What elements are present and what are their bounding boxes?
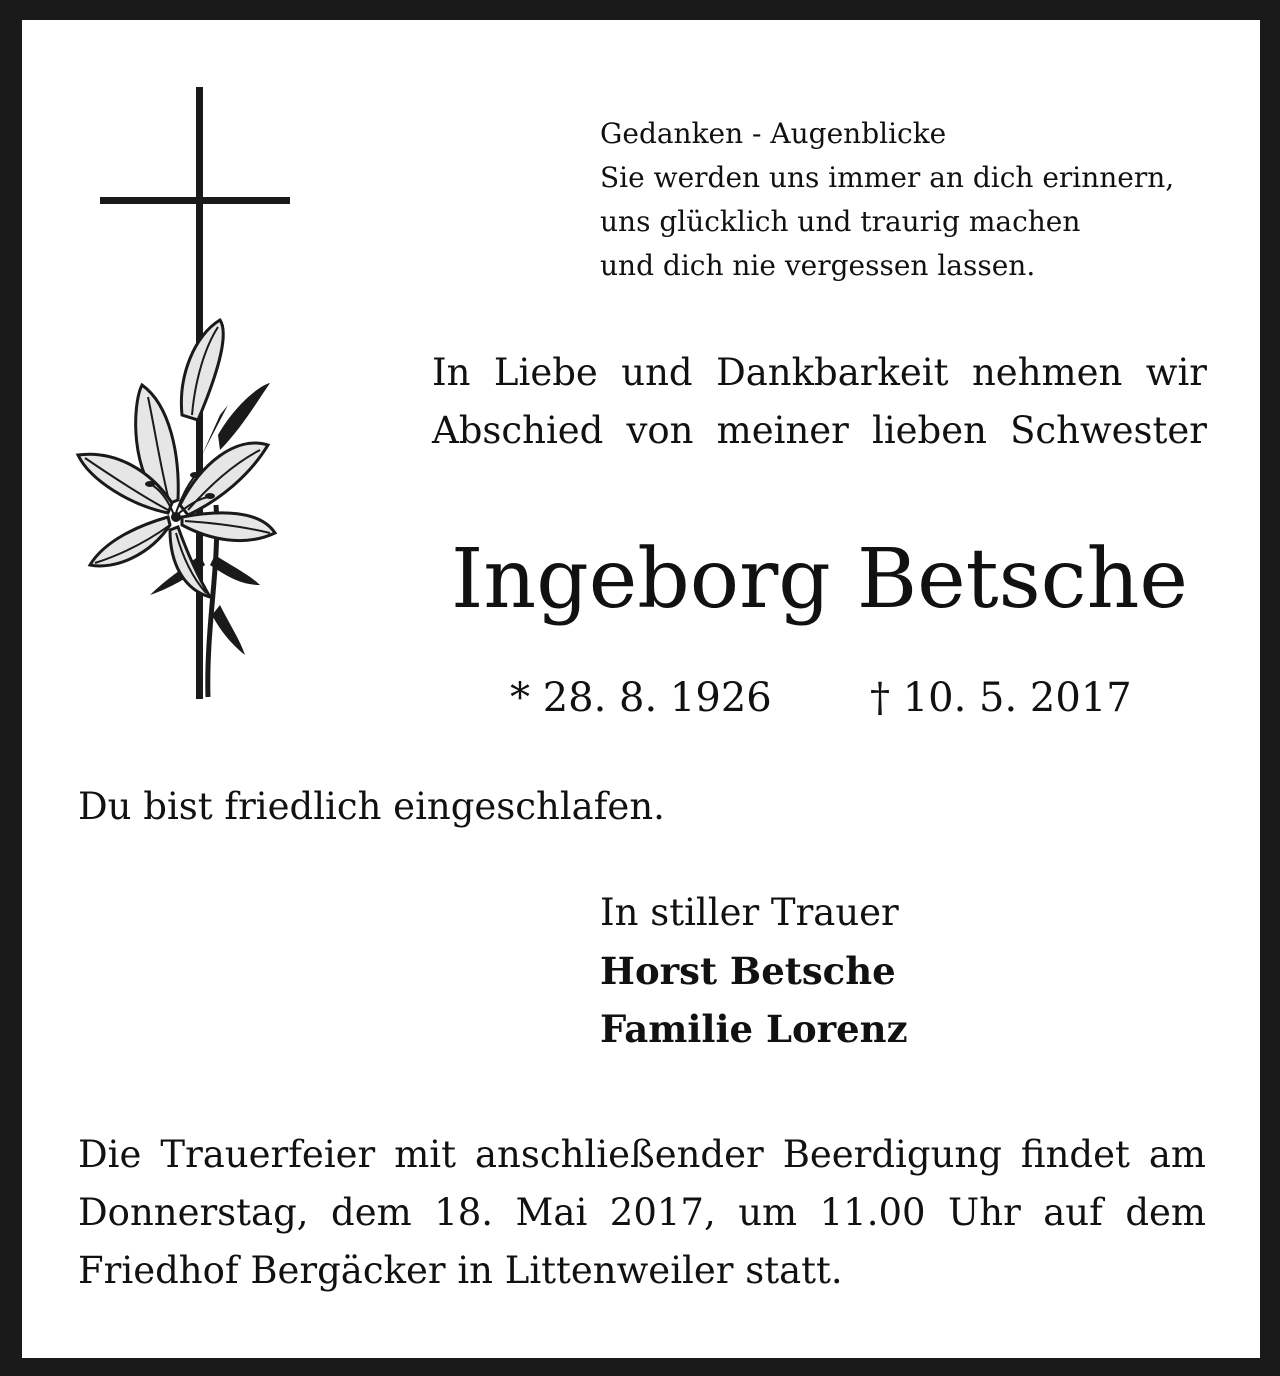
mourner-name: Horst Betsche bbox=[600, 949, 896, 993]
farewell-sentence: Du bist friedlich eingeschlafen. bbox=[78, 785, 665, 828]
intro-text bbox=[432, 344, 1207, 460]
service-line: Friedhof Bergäcker in Littenweiler statt. bbox=[78, 1249, 843, 1292]
poem-line: Gedanken - Augenblicke bbox=[600, 117, 947, 150]
poem bbox=[600, 112, 1220, 288]
service-line: Donnerstag, dem 18. Mai 2017, um 11.00 Uhr auf dem bbox=[78, 1191, 1206, 1234]
birth-date: * 28. 8. 1926 bbox=[510, 675, 772, 721]
mourner-name: Familie Lorenz bbox=[600, 1007, 908, 1051]
intro-line: Abschied von meiner lieben Schwester bbox=[432, 409, 1207, 452]
mourning-heading: In stiller Trauer bbox=[600, 891, 899, 934]
service-notice bbox=[78, 1126, 1206, 1300]
death-date: † 10. 5. 2017 bbox=[870, 675, 1132, 721]
cross-with-lily-icon bbox=[70, 85, 290, 705]
deceased-name: Ingeborg Betsche bbox=[451, 532, 1188, 627]
intro-line: In Liebe und Dankbarkeit nehmen wir bbox=[432, 351, 1207, 394]
poem-line: und dich nie vergessen lassen. bbox=[600, 249, 1036, 282]
poem-line: Sie werden uns immer an dich erinnern, bbox=[600, 161, 1175, 194]
mourners-block bbox=[600, 884, 908, 1058]
poem-line: uns glücklich und traurig machen bbox=[600, 205, 1081, 238]
service-line: Die Trauerfeier mit anschließender Beerdigung findet am bbox=[78, 1133, 1206, 1176]
